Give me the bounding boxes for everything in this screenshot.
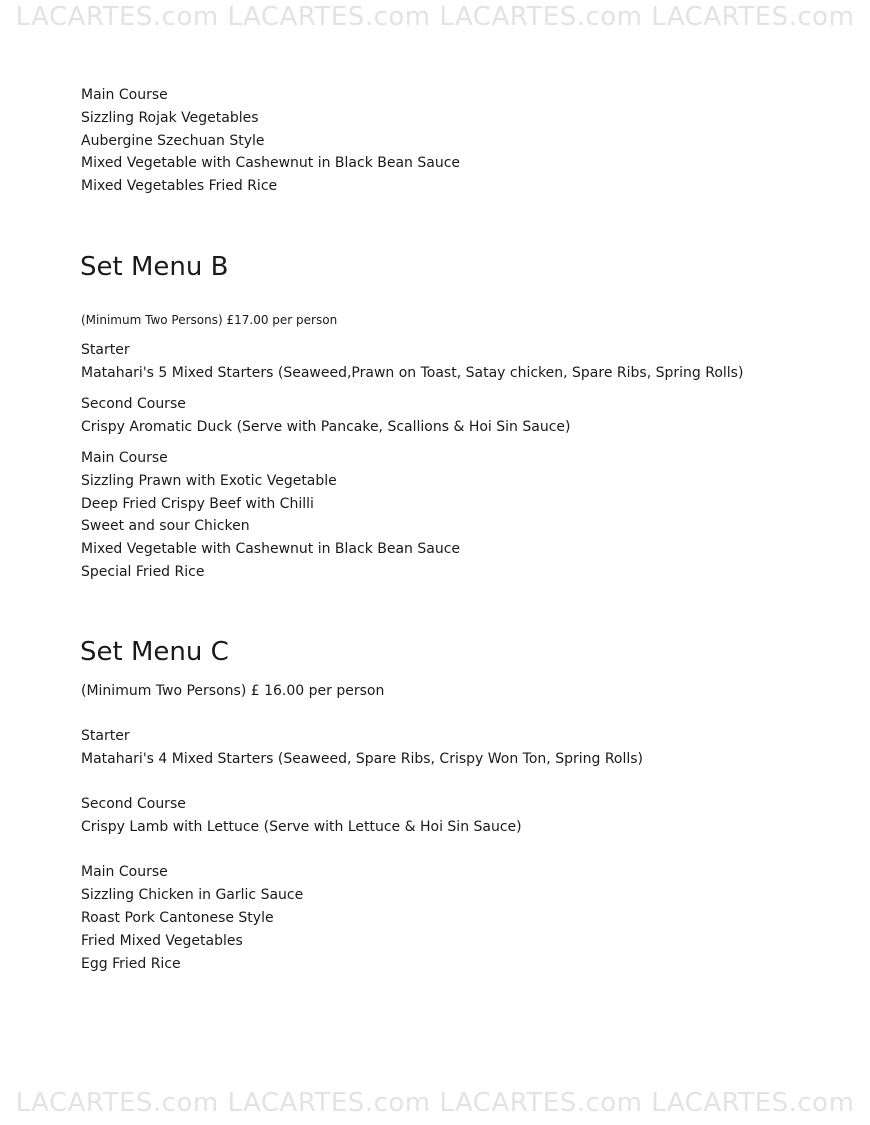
set-c-second-heading: Second Course xyxy=(81,796,186,812)
watermark-top: LACARTES.com LACARTES.com LACARTES.com LACARTES.com xyxy=(15,2,855,32)
set-b-main-item: Special Fried Rice xyxy=(81,564,205,580)
watermark-bottom: LACARTES.com LACARTES.com LACARTES.com LACARTES.com xyxy=(15,1088,855,1118)
set-a-main-item: Sizzling Rojak Vegetables xyxy=(81,110,259,126)
set-b-main-item: Sweet and sour Chicken xyxy=(81,518,250,534)
set-b-main-heading: Main Course xyxy=(81,450,168,466)
set-c-title: Set Menu C xyxy=(80,637,229,667)
set-c-starter-item: Matahari's 4 Mixed Starters (Seaweed, Spare Ribs, Crispy Won Ton, Spring Rolls) xyxy=(81,751,644,767)
set-c-main-item: Roast Pork Cantonese Style xyxy=(81,910,274,926)
set-a-main-item: Mixed Vegetable with Cashewnut in Black Bean Sauce xyxy=(81,155,461,171)
set-c-starter-heading: Starter xyxy=(81,728,130,744)
set-b-main-item: Sizzling Prawn with Exotic Vegetable xyxy=(81,473,337,489)
set-a-main-course-heading: Main Course xyxy=(81,87,168,103)
set-c-main-item: Egg Fried Rice xyxy=(81,956,181,972)
set-c-main-item: Sizzling Chicken in Garlic Sauce xyxy=(81,887,304,903)
set-c-price-note: (Minimum Two Persons) £ 16.00 per person xyxy=(81,683,385,699)
set-c-main-heading: Main Course xyxy=(81,864,168,880)
set-c-main-item: Fried Mixed Vegetables xyxy=(81,933,243,949)
set-b-price-note: (Minimum Two Persons) £17.00 per person xyxy=(81,313,338,327)
set-b-main-item: Mixed Vegetable with Cashewnut in Black Bean Sauce xyxy=(81,541,461,557)
set-b-title: Set Menu B xyxy=(80,252,229,282)
set-b-second-item: Crispy Aromatic Duck (Serve with Pancake, Scallions & Hoi Sin Sauce) xyxy=(81,419,571,435)
set-b-main-item: Deep Fried Crispy Beef with Chilli xyxy=(81,496,314,512)
set-b-second-heading: Second Course xyxy=(81,396,186,412)
set-c-second-item: Crispy Lamb with Lettuce (Serve with Lettuce & Hoi Sin Sauce) xyxy=(81,819,522,835)
set-a-main-item: Aubergine Szechuan Style xyxy=(81,133,265,149)
set-a-main-item: Mixed Vegetables Fried Rice xyxy=(81,178,278,194)
set-b-starter-item: Matahari's 5 Mixed Starters (Seaweed,Prawn on Toast, Satay chicken, Spare Ribs, Spring Rolls) xyxy=(81,365,744,381)
set-b-starter-heading: Starter xyxy=(81,342,130,358)
